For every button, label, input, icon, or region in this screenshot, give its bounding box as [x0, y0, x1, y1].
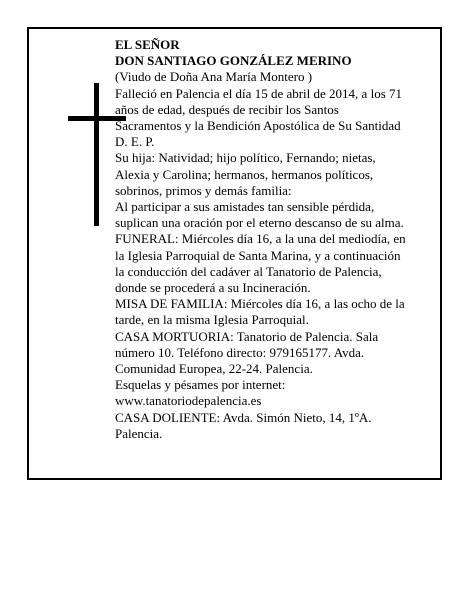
mass-line: tarde, en la misma Iglesia Parroquial.	[115, 312, 309, 328]
death-line: Falleció en Palencia el día 15 de abril de 2014, a los 71	[115, 85, 402, 101]
condolences-link[interactable]: www.tanatoriodepalencia.es	[115, 393, 262, 409]
funeral-line: donde se procederá a su Incineración.	[115, 280, 311, 296]
family-line: Su hija: Natividad; hijo político, Fernando; nietas,	[115, 150, 376, 166]
funeral-line: la conducción del cadáver al Tanatorio de Palencia,	[115, 263, 382, 279]
mortuary-line: Comunidad Europea, 22-24. Palencia.	[115, 361, 313, 377]
family-line: Alexia y Carolina; hermanos, hermanos políticos,	[115, 166, 374, 182]
death-line: años de edad, después de recibir los Santos	[115, 101, 339, 117]
mortuary-line: CASA MORTUORIA: Tanatorio de Palencia. Sala	[115, 328, 379, 344]
request-line: Al participar a sus amistades tan sensible pérdida,	[115, 199, 375, 215]
deceased-name: DON SANTIAGO GONZÁLEZ MERINO	[115, 53, 352, 69]
request-line: suplican una oración por el eterno descanso de su alma.	[115, 215, 404, 231]
death-line: D. E. P.	[115, 134, 155, 150]
cross-icon	[94, 83, 99, 226]
funeral-line: FUNERAL: Miércoles día 16, a la una del mediodía, en	[115, 231, 406, 247]
death-line: Sacramentos y la Bendición Apostólica de Su Santidad	[115, 118, 401, 134]
mortuary-line: número 10. Teléfono directo: 979165177. Avda.	[115, 344, 365, 360]
family-line: sobrinos, primos y demás familia:	[115, 182, 292, 198]
mass-line: MISA DE FAMILIA: Miércoles día 16, a las ocho de la	[115, 296, 405, 312]
obituary-text	[115, 37, 425, 442]
widow-of: (Viudo de Doña Ana María Montero )	[115, 69, 313, 85]
mourning-house-line: CASA DOLIENTE: Avda. Simón Nieto, 14, 1ºA.	[115, 409, 372, 425]
mourning-house-line: Palencia.	[115, 425, 163, 441]
condolences-line: Esquelas y pésames por internet:	[115, 377, 286, 393]
notice-title: EL SEÑOR	[115, 37, 180, 52]
funeral-line: la Iglesia Parroquial de Santa Marina, y a continuación	[115, 247, 401, 263]
